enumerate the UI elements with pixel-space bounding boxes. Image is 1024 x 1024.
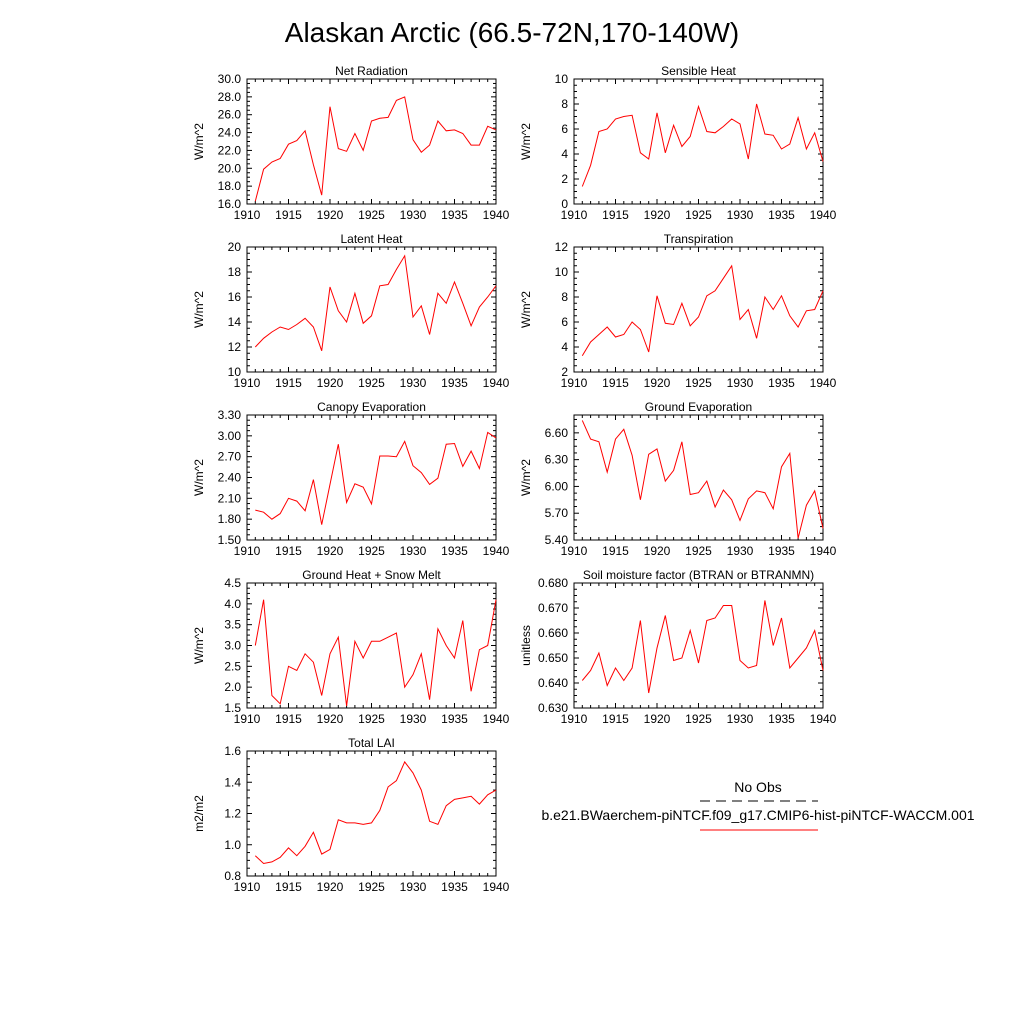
y-tick-label: 1.5 [224, 701, 241, 715]
y-tick-label: 0.630 [537, 701, 568, 715]
x-tick-label: 1935 [441, 208, 468, 222]
x-tick-label: 1915 [602, 208, 629, 222]
x-tick-label: 1925 [358, 880, 385, 894]
y-tick-label: 5.70 [544, 506, 568, 521]
y-tick-label: 0.640 [537, 676, 568, 690]
y-tick-label: 4.0 [224, 596, 241, 611]
y-tick-label: 22.0 [217, 143, 241, 158]
x-tick-label: 1935 [768, 208, 795, 222]
y-tick-label: 20 [227, 240, 241, 254]
y-tick-label: 12 [227, 340, 241, 354]
x-tick-label: 1910 [233, 712, 261, 726]
y-tick-label: 2.10 [217, 491, 241, 506]
y-tick-label: 2 [561, 365, 568, 379]
x-tick-label: 1920 [643, 544, 671, 558]
y-tick-label: 0.680 [537, 576, 568, 590]
y-tick-label: 6 [561, 315, 568, 329]
x-tick-label: 1925 [685, 376, 712, 390]
x-tick-label: 1915 [275, 712, 302, 726]
y-tick-label: 4 [561, 340, 568, 354]
x-tick-label: 1920 [643, 712, 671, 726]
x-tick-label: 1910 [233, 208, 261, 222]
x-tick-label: 1930 [399, 880, 427, 894]
panel-title: Canopy Evaporation [317, 400, 426, 414]
y-tick-label: 3.30 [217, 408, 241, 422]
y-tick-label: 1.6 [224, 744, 241, 758]
x-tick-label: 1925 [358, 712, 385, 726]
y-axis-label: W/m^2 [519, 123, 533, 160]
y-axis-label: W/m^2 [519, 291, 533, 328]
y-tick-label: 28.0 [217, 89, 241, 104]
y-tick-label: 3.0 [224, 638, 241, 653]
x-tick-label: 1915 [275, 880, 302, 894]
y-tick-label: 14 [227, 315, 241, 329]
x-tick-label: 1940 [809, 208, 837, 222]
panel-title: Ground Evaporation [644, 400, 753, 414]
y-tick-label: 5.40 [544, 533, 568, 547]
y-axis-label: m2/m2 [192, 795, 206, 832]
x-tick-label: 1915 [602, 544, 629, 558]
y-tick-label: 18.0 [217, 179, 241, 194]
x-tick-label: 1915 [275, 544, 302, 558]
y-tick-label: 16.0 [217, 197, 241, 211]
y-tick-label: 2.70 [217, 449, 241, 464]
x-tick-label: 1940 [482, 376, 510, 390]
y-tick-label: 20.0 [217, 161, 241, 176]
x-tick-label: 1910 [560, 208, 588, 222]
x-tick-label: 1935 [768, 376, 795, 390]
y-tick-label: 1.50 [217, 533, 241, 547]
y-axis-label: W/m^2 [192, 627, 206, 664]
y-tick-label: 6.00 [544, 479, 568, 494]
y-tick-label: 30.0 [217, 72, 241, 86]
x-tick-label: 1925 [358, 208, 385, 222]
x-tick-label: 1910 [560, 544, 588, 558]
x-tick-label: 1915 [275, 376, 302, 390]
x-tick-label: 1920 [316, 880, 344, 894]
x-tick-label: 1910 [233, 376, 261, 390]
x-tick-label: 1935 [441, 712, 468, 726]
y-tick-label: 8 [561, 290, 568, 304]
x-tick-label: 1940 [809, 544, 837, 558]
y-tick-label: 2.5 [224, 659, 241, 674]
y-tick-label: 6.30 [544, 452, 568, 467]
x-tick-label: 1940 [482, 208, 510, 222]
y-tick-label: 10 [227, 365, 241, 379]
x-tick-label: 1935 [441, 880, 468, 894]
y-axis-label: unitless [519, 625, 533, 666]
x-tick-label: 1910 [560, 712, 588, 726]
x-tick-label: 1930 [399, 208, 427, 222]
y-tick-label: 0.660 [537, 626, 568, 640]
y-tick-label: 2.40 [217, 470, 241, 485]
y-tick-label: 1.2 [224, 806, 241, 821]
y-axis-label: W/m^2 [192, 291, 206, 328]
y-tick-label: 2.0 [224, 680, 241, 695]
x-tick-label: 1940 [482, 712, 510, 726]
y-axis-label: W/m^2 [192, 123, 206, 160]
y-tick-label: 10 [554, 265, 568, 279]
legend-obs-label: No Obs [734, 779, 782, 795]
x-tick-label: 1935 [441, 376, 468, 390]
x-tick-label: 1930 [726, 376, 754, 390]
x-tick-label: 1925 [358, 376, 385, 390]
x-tick-label: 1915 [602, 376, 629, 390]
x-tick-label: 1915 [275, 208, 302, 222]
y-tick-label: 4.5 [224, 576, 241, 590]
y-axis-label: W/m^2 [519, 459, 533, 496]
x-tick-label: 1930 [399, 712, 427, 726]
x-tick-label: 1940 [809, 376, 837, 390]
x-tick-label: 1935 [768, 544, 795, 558]
panel-title: Ground Heat + Snow Melt [302, 568, 441, 582]
x-tick-label: 1935 [768, 712, 795, 726]
x-tick-label: 1925 [685, 208, 712, 222]
y-tick-label: 0 [561, 197, 568, 211]
panel-title: Total LAI [348, 736, 395, 750]
x-tick-label: 1910 [233, 880, 261, 894]
y-tick-label: 12 [554, 240, 568, 254]
y-tick-label: 16 [227, 290, 241, 304]
x-tick-label: 1920 [643, 376, 671, 390]
x-tick-label: 1925 [685, 544, 712, 558]
y-tick-label: 6.60 [544, 425, 568, 440]
x-tick-label: 1915 [602, 712, 629, 726]
y-tick-label: 8 [561, 97, 568, 111]
x-tick-label: 1920 [316, 712, 344, 726]
y-tick-label: 26.0 [217, 107, 241, 122]
y-tick-label: 6 [561, 122, 568, 136]
x-tick-label: 1910 [560, 376, 588, 390]
x-tick-label: 1925 [685, 712, 712, 726]
panel-title: Net Radiation [335, 64, 408, 78]
y-tick-label: 1.4 [224, 775, 241, 790]
y-tick-label: 1.0 [224, 837, 241, 852]
x-tick-label: 1920 [643, 208, 671, 222]
y-tick-label: 2 [561, 172, 568, 186]
panel-title: Latent Heat [340, 232, 403, 246]
legend-model-label: b.e21.BWaerchem-piNTCF.f09_g17.CMIP6-hist-piNTCF-WACCM.001 [541, 807, 975, 823]
y-tick-label: 18 [227, 265, 241, 279]
x-tick-label: 1920 [316, 376, 344, 390]
y-tick-label: 3.5 [224, 617, 241, 632]
x-tick-label: 1935 [441, 544, 468, 558]
panel-title: Sensible Heat [661, 64, 736, 78]
y-tick-label: 0.650 [537, 651, 568, 665]
x-tick-label: 1920 [316, 544, 344, 558]
x-tick-label: 1910 [233, 544, 261, 558]
y-tick-label: 0.670 [537, 601, 568, 615]
y-tick-label: 4 [561, 147, 568, 161]
panel-title: Transpiration [663, 232, 734, 246]
x-tick-label: 1940 [809, 712, 837, 726]
y-tick-label: 10 [554, 72, 568, 86]
y-tick-label: 1.80 [217, 512, 241, 527]
y-tick-label: 24.0 [217, 125, 241, 140]
x-tick-label: 1925 [358, 544, 385, 558]
y-tick-label: 3.00 [217, 428, 241, 443]
x-tick-label: 1930 [399, 376, 427, 390]
y-axis-label: W/m^2 [192, 459, 206, 496]
figure-title: Alaskan Arctic (66.5-72N,170-140W) [284, 17, 740, 48]
x-tick-label: 1920 [316, 208, 344, 222]
y-tick-label: 0.8 [224, 869, 241, 883]
panel-title: Soil moisture factor (BTRAN or BTRANMN) [582, 568, 815, 582]
x-tick-label: 1930 [726, 712, 754, 726]
x-tick-label: 1930 [726, 544, 754, 558]
x-tick-label: 1940 [482, 880, 510, 894]
x-tick-label: 1940 [482, 544, 510, 558]
x-tick-label: 1930 [399, 544, 427, 558]
x-tick-label: 1930 [726, 208, 754, 222]
